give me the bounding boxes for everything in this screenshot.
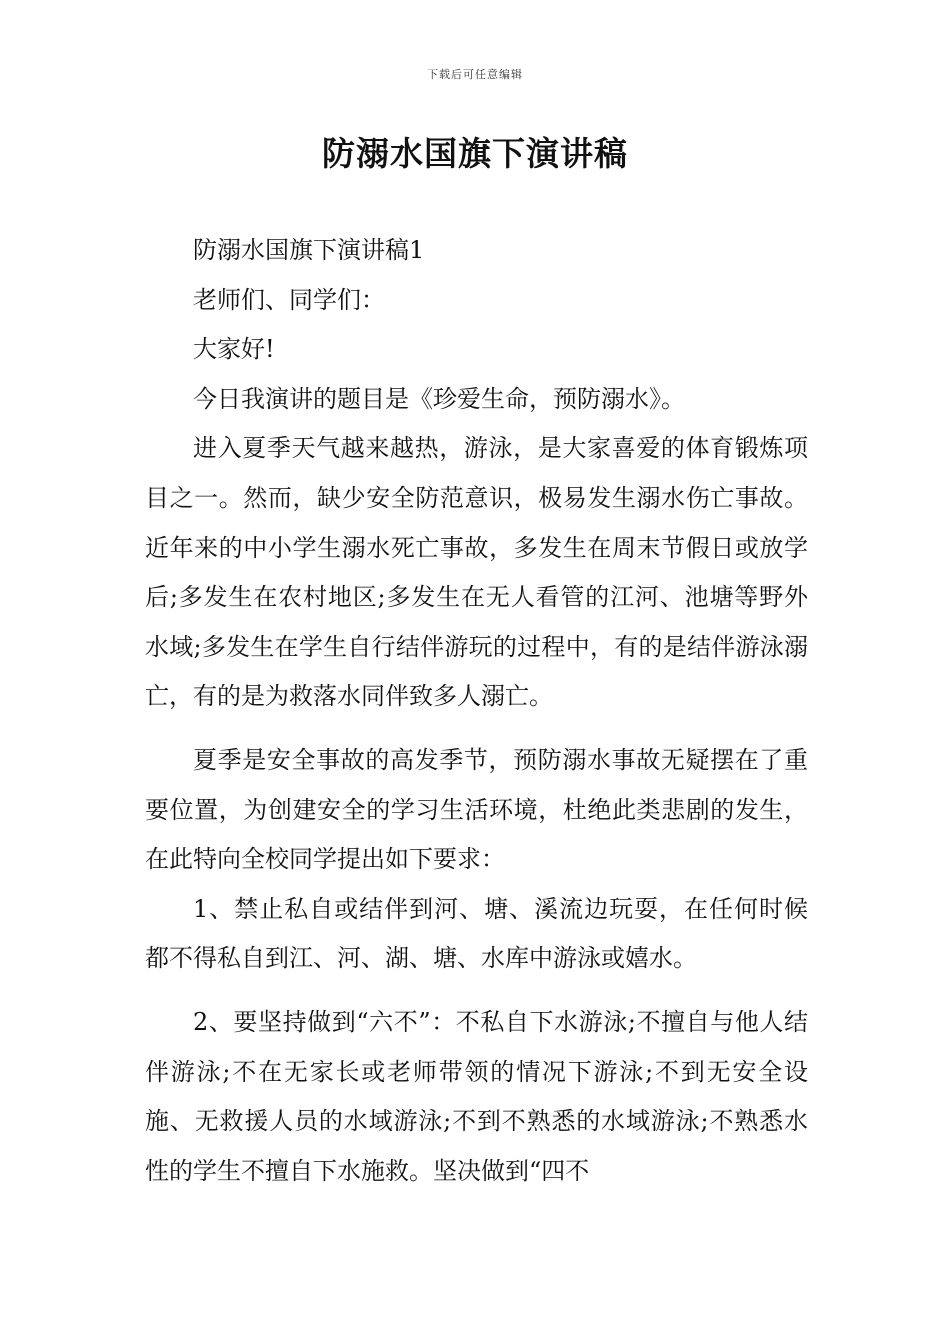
header-note: 下载后可任意编辑 bbox=[427, 68, 523, 81]
document-body bbox=[145, 226, 808, 1196]
document-title: 防溺水国旗下演讲稿 bbox=[322, 134, 628, 173]
paragraph-subtitle: 防溺水国旗下演讲稿1 bbox=[193, 236, 425, 264]
paragraph-rule-2: 2、要坚持做到“六不”：不私自下水游泳;不擅自与他人结伴游泳;不在无家长或老师带领的情况下游泳;不到无安全设施、无救援人员的水域游泳;不到不熟悉的水域游泳;不熟悉水性的学生不擅自下水施救。坚决做到“四不 bbox=[145, 1007, 808, 1185]
paragraph-topic: 今日我演讲的题目是《珍爱生命，预防溺水》。 bbox=[193, 384, 685, 413]
paragraph-greeting: 大家好! bbox=[193, 335, 275, 364]
paragraph-requirements-intro: 夏季是安全事故的高发季节，预防溺水事故无疑摆在了重要位置，为创建安全的学习生活环境，杜绝此类悲剧的发生，在此特向全校同学提出如下要求： bbox=[145, 745, 808, 874]
paragraph-salutation: 老师们、同学们： bbox=[193, 285, 385, 314]
paragraph-summer-intro: 进入夏季天气越来越热，游泳，是大家喜爱的体育锻炼项目之一。然而，缺少安全防范意识，极易发生溺水伤亡事故。近年来的中小学生溺水死亡事故，多发生在周末节假日或放学后;多发生在农村地区;多发生在无人看管的江河、池塘等野外水域;多发生在学生自行结伴游玩的过程中，有的是结伴游泳溺亡，有的是为救落水同伴致多人溺亡。 bbox=[145, 434, 808, 711]
paragraph-rule-1: 1、禁止私自或结伴到河、塘、溪流边玩耍，在任何时候都不得私自到江、河、湖、塘、水库中游泳或嬉水。 bbox=[145, 894, 808, 973]
